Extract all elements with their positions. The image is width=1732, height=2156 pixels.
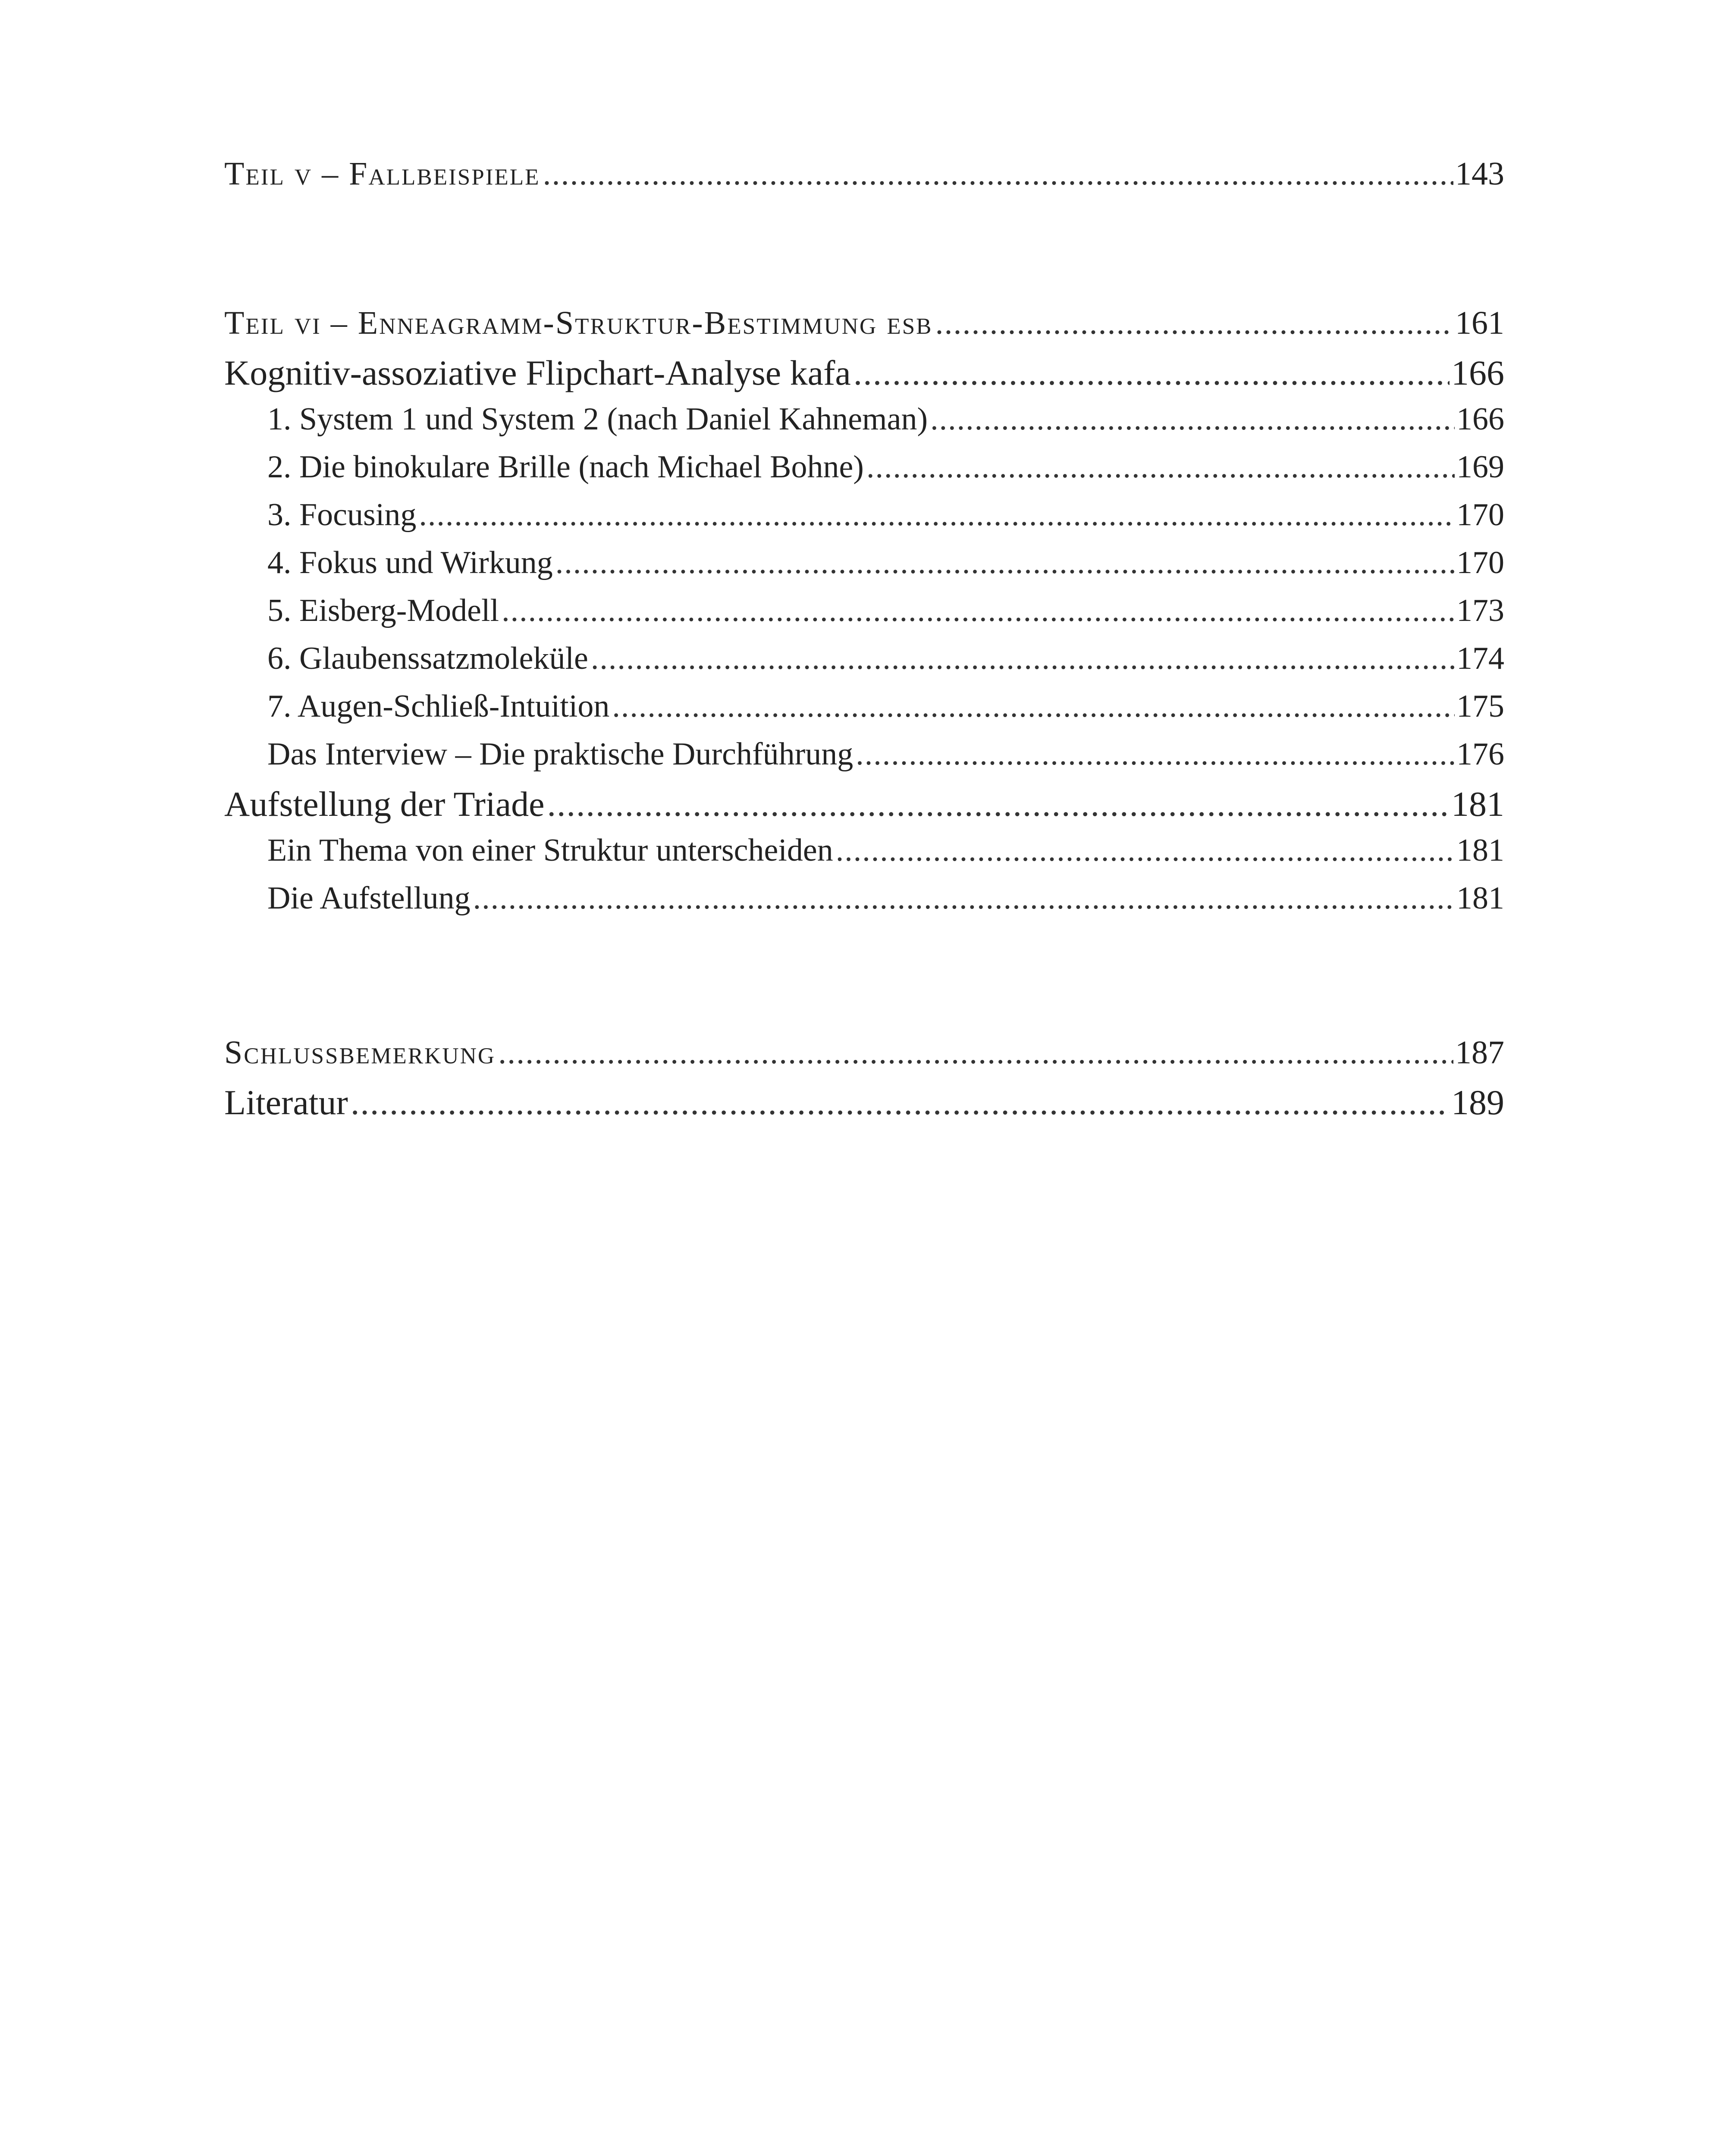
dot-leader: [543, 155, 1454, 193]
toc-page-number: 176: [1456, 736, 1504, 772]
toc-page-number: 174: [1456, 641, 1504, 676]
toc-entry-triade-2[interactable]: [224, 880, 1504, 928]
toc-page-number: 175: [1456, 689, 1504, 724]
toc-page-number: 173: [1456, 593, 1504, 628]
toc-entry-triade-1[interactable]: [224, 832, 1504, 880]
toc-entry-label: Das Interview – Die praktische Durchführung: [267, 736, 853, 772]
toc-entry-label: Aufstellung der Triade: [224, 784, 545, 824]
dot-leader: [866, 449, 1455, 486]
toc-entry-literatur[interactable]: [224, 1082, 1504, 1131]
toc-entry-triade[interactable]: [224, 784, 1504, 832]
dot-leader: [502, 592, 1455, 629]
section-spacer: [224, 928, 1504, 1034]
toc-entry-label: Teil v – Fallbeispiele: [224, 156, 540, 192]
toc-entry-kafa[interactable]: [224, 353, 1504, 401]
toc-entry-label: 4. Fokus und Wirkung: [267, 545, 553, 580]
table-of-contents: [224, 155, 1504, 1131]
dot-leader: [853, 353, 1450, 393]
toc-entry-kafa-1[interactable]: [224, 401, 1504, 449]
toc-entry-kafa-3[interactable]: [224, 497, 1504, 545]
toc-page-number: 170: [1456, 497, 1504, 533]
toc-entry-label: Teil vi – Enneagramm-Struktur-Bestimmung esb: [224, 305, 933, 341]
dot-leader: [419, 497, 1455, 533]
dot-leader: [930, 401, 1455, 438]
toc-entry-label: Schlussbemerkung: [224, 1034, 496, 1071]
toc-page-number: 181: [1456, 881, 1504, 916]
toc-entry-kafa-interview[interactable]: [224, 736, 1504, 784]
toc-page-number: 166: [1451, 353, 1504, 392]
toc-entry-part-v[interactable]: [224, 155, 1504, 204]
toc-entry-kafa-5[interactable]: [224, 592, 1504, 640]
toc-entry-kafa-4[interactable]: [224, 545, 1504, 592]
toc-page-number: 181: [1456, 833, 1504, 868]
dot-leader: [836, 832, 1455, 869]
toc-page-number: 169: [1456, 449, 1504, 485]
toc-page-number: 187: [1455, 1034, 1504, 1071]
toc-entry-label: 5. Eisberg-Modell: [267, 593, 499, 628]
toc-entry-label: 3. Focusing: [267, 497, 417, 533]
dot-leader: [856, 736, 1455, 773]
toc-entry-label: 1. System 1 und System 2 (nach Daniel Kahneman): [267, 401, 928, 437]
dot-leader: [473, 880, 1455, 917]
section-spacer: [224, 204, 1504, 304]
toc-page-number: 166: [1456, 401, 1504, 437]
toc-entry-kafa-2[interactable]: [224, 449, 1504, 497]
toc-entry-label: Literatur: [224, 1083, 348, 1122]
toc-entry-kafa-6[interactable]: [224, 640, 1504, 688]
toc-entry-label: Kognitiv-assoziative Flipchart-Analyse kafa: [224, 353, 851, 392]
toc-entry-label: Die Aufstellung: [267, 881, 471, 916]
dot-leader: [591, 640, 1455, 677]
toc-entry-label: 7. Augen-Schließ-Intuition: [267, 689, 610, 724]
dot-leader: [935, 304, 1453, 342]
toc-page-number: 189: [1451, 1083, 1504, 1122]
toc-page-number: 161: [1455, 305, 1504, 341]
dot-leader: [498, 1034, 1453, 1072]
toc-entry-label: Ein Thema von einer Struktur unterscheiden: [267, 833, 833, 868]
toc-page-number: 143: [1455, 156, 1504, 192]
toc-entry-label: 2. Die binokulare Brille (nach Michael Bohne): [267, 449, 864, 485]
toc-entry-label: 6. Glaubenssatzmoleküle: [267, 641, 588, 676]
toc-entry-part-vi[interactable]: [224, 304, 1504, 353]
toc-page-number: 170: [1456, 545, 1504, 580]
toc-page-number: 181: [1451, 784, 1504, 824]
toc-entry-schlussbemerkung[interactable]: [224, 1034, 1504, 1082]
dot-leader: [612, 688, 1455, 725]
dot-leader: [555, 545, 1455, 581]
dot-leader: [547, 784, 1450, 824]
dot-leader: [351, 1082, 1450, 1123]
toc-entry-kafa-7[interactable]: [224, 688, 1504, 736]
